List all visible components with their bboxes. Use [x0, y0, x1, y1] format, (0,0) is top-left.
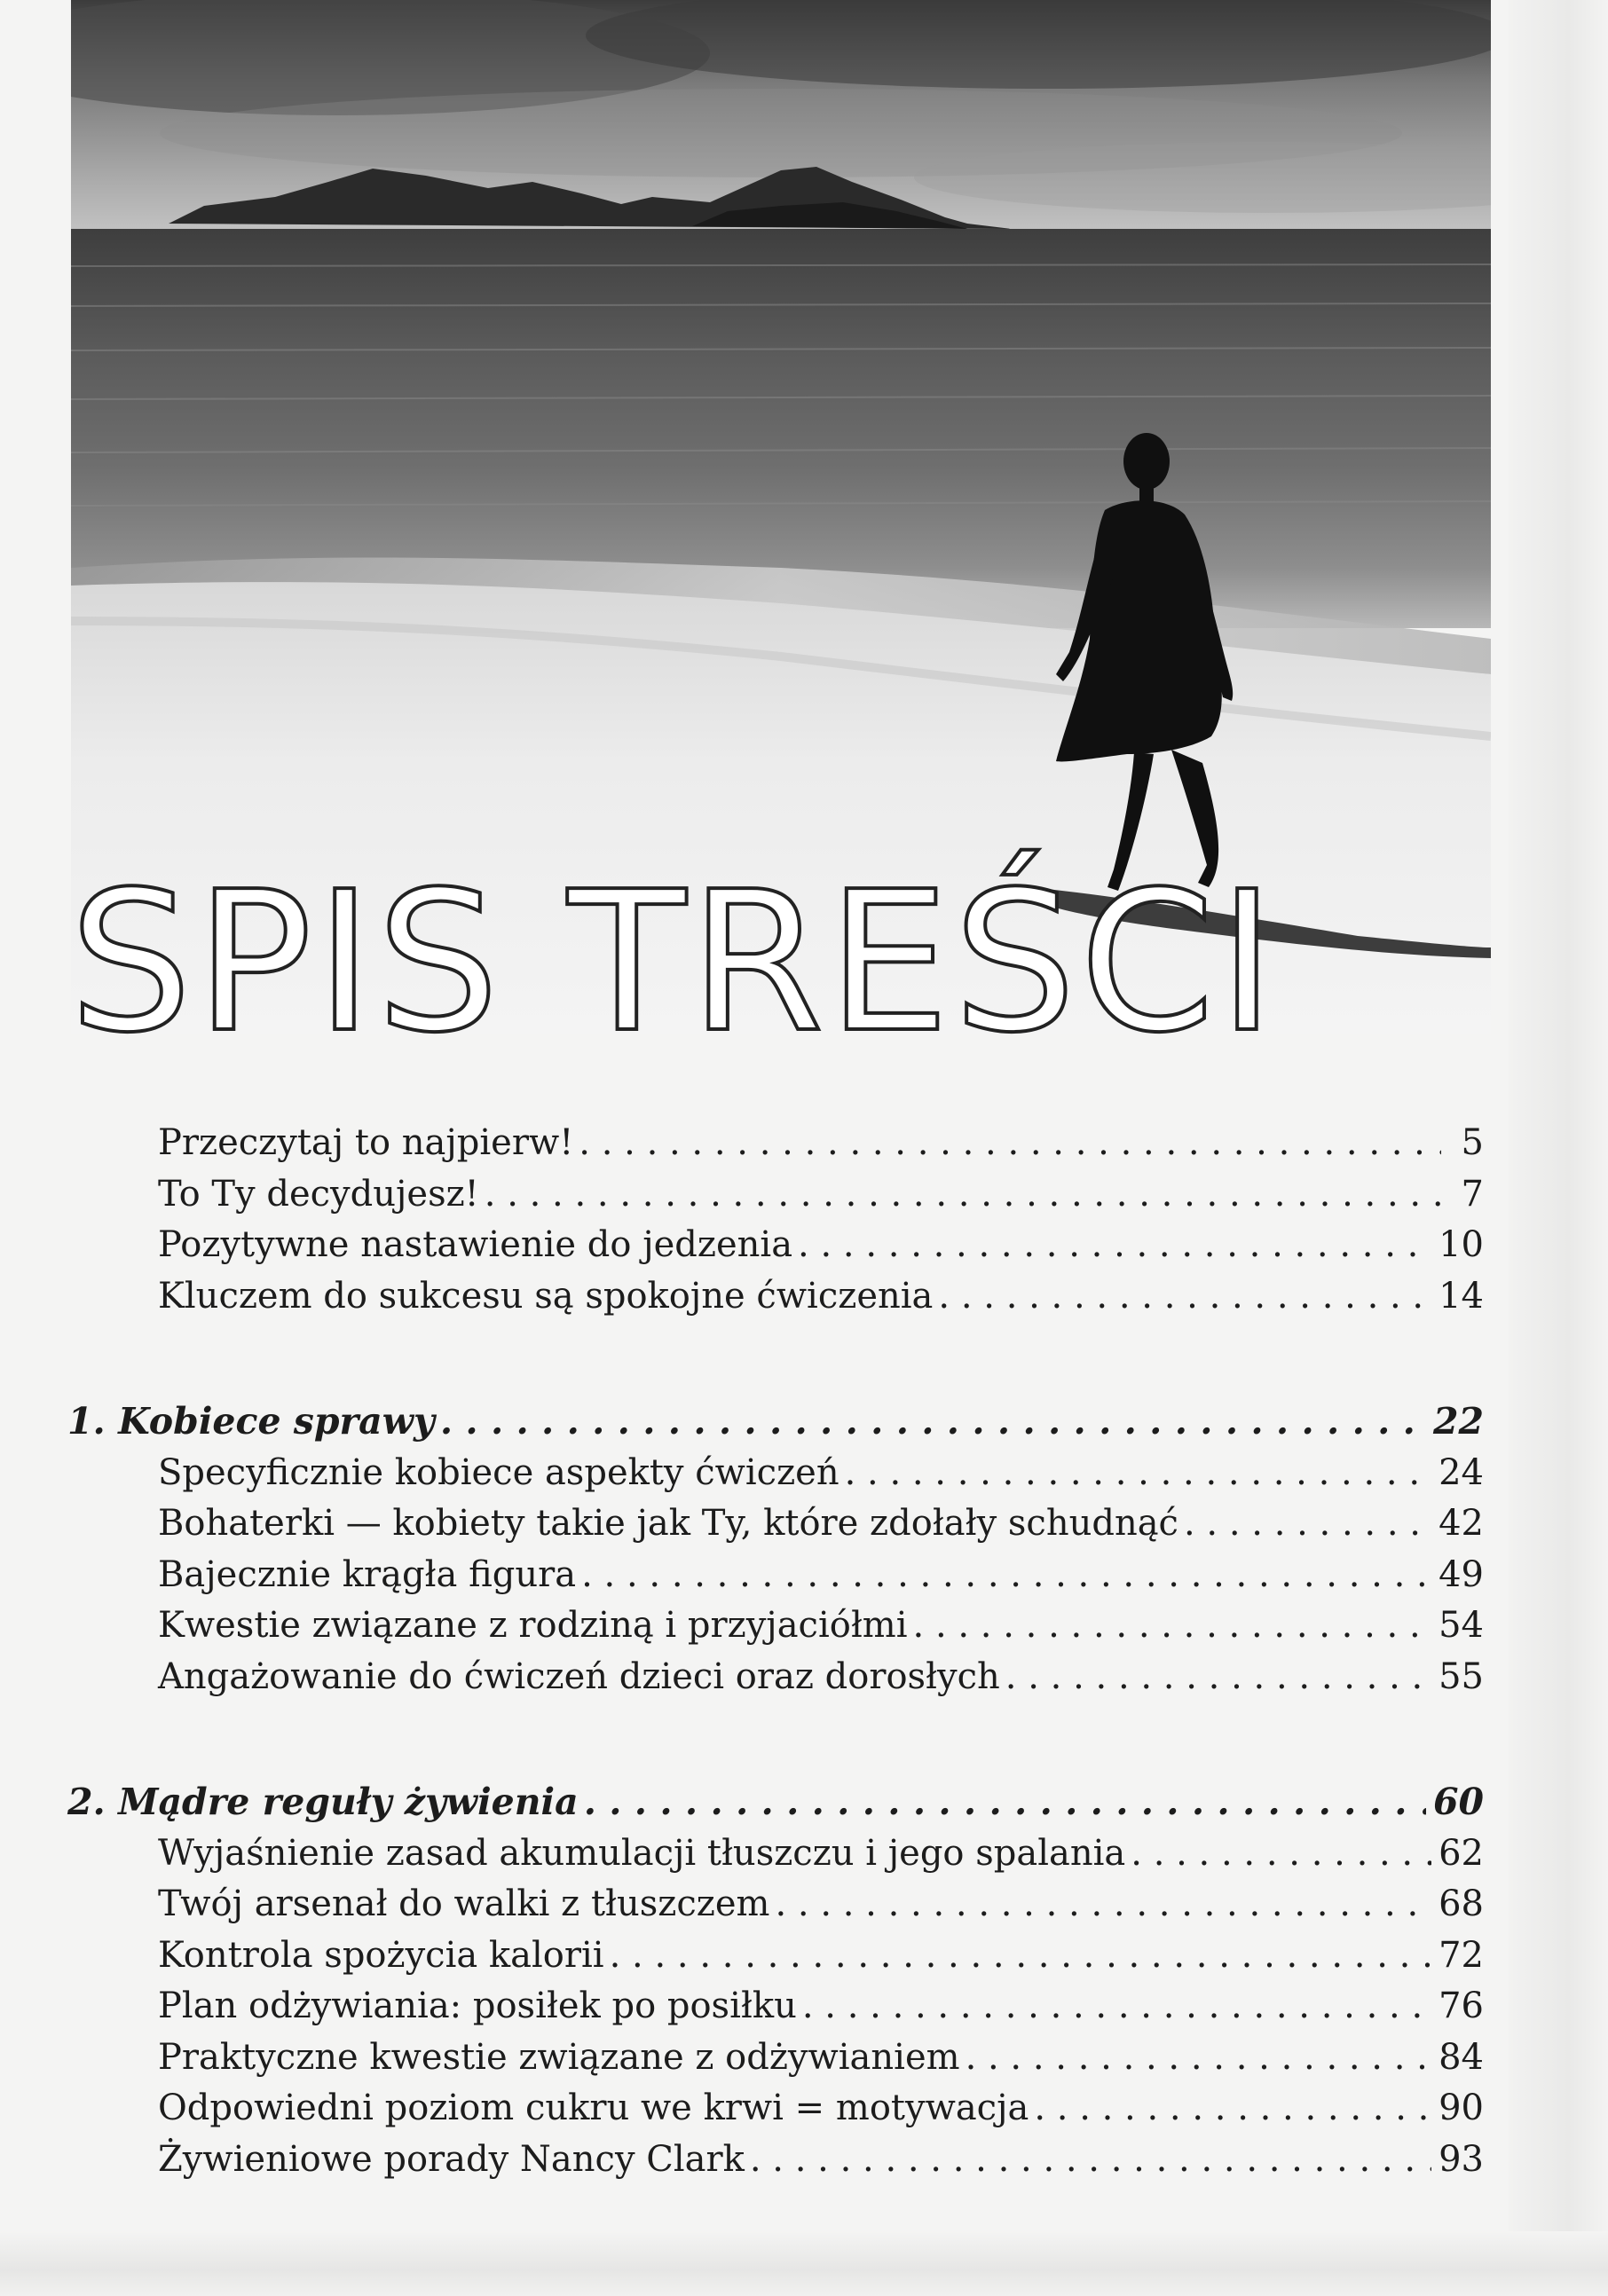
toc-title: Wyjaśnienie zasad akumulacji tłuszczu i jego spalania	[158, 1832, 1126, 1874]
toc-leader-dots	[584, 1777, 1426, 1828]
page-bottom-shadow	[0, 2231, 1608, 2296]
toc-page-number: 60	[1432, 1781, 1484, 1823]
toc-page-number: 84	[1439, 2036, 1484, 2078]
toc-title: Przeczytaj to najpierw!	[158, 1122, 574, 1163]
toc-page-number: 24	[1439, 1451, 1484, 1493]
toc-leader-dots	[440, 1396, 1426, 1447]
toc-title: Twój arsenał do walki z tłuszczem	[158, 1883, 770, 1924]
toc-title: Odpowiedni poziom cukru we krwi = motywacja	[158, 2088, 1029, 2128]
toc-leader-dots	[913, 1600, 1432, 1651]
toc-leader-dots	[1131, 1828, 1431, 1879]
toc-entry	[0, 1169, 1484, 1220]
toc-title: To Ty decydujesz!	[158, 1173, 479, 1215]
toc-entry	[0, 2033, 1484, 2083]
toc-leader-dots	[775, 1879, 1431, 1930]
toc-page-number: 55	[1439, 1655, 1484, 1697]
toc-page-number: 76	[1439, 1985, 1484, 2026]
page-margin	[1509, 0, 1608, 2296]
toc-title: Praktyczne kwestie związane z odżywianiem	[158, 2036, 960, 2078]
toc-entry	[0, 1550, 1484, 1600]
toc-entry	[0, 1498, 1484, 1549]
toc-title: Plan odżywiania: posiłek po posiłku	[158, 1985, 797, 2026]
toc-leader-dots	[750, 2135, 1431, 2185]
toc-entry	[0, 1930, 1484, 1981]
toc-title: Bohaterki — kobiety takie jak Ty, które zdołały schudnąć	[158, 1503, 1178, 1544]
toc-page-number: 5	[1461, 1122, 1484, 1163]
toc-entry	[0, 1118, 1484, 1168]
toc-page-number: 22	[1432, 1400, 1484, 1443]
toc-leader-dots	[579, 1118, 1441, 1168]
toc-page-number: 72	[1439, 1934, 1484, 1976]
toc-leader-dots	[938, 1271, 1431, 1322]
toc-title: Pozytywne nastawienie do jedzenia	[158, 1224, 793, 1265]
toc-leader-dots	[845, 1448, 1432, 1498]
toc-entry	[0, 1271, 1484, 1322]
toc-leader-dots	[1005, 1652, 1431, 1702]
toc-title: Angażowanie do ćwiczeń dzieci oraz dorosłych	[158, 1655, 1000, 1697]
toc-entry	[0, 2083, 1484, 2134]
toc-entry	[0, 1981, 1484, 2032]
toc-leader-dots	[966, 2033, 1432, 2083]
toc-title: Żywieniowe porady Nancy Clark	[158, 2138, 745, 2180]
toc-entry	[0, 1600, 1484, 1651]
toc-entry	[0, 1828, 1484, 1879]
toc-leader-dots	[610, 1930, 1431, 1981]
toc-title: Kluczem do sukcesu są spokojne ćwiczenia	[158, 1275, 934, 1317]
toc-entry	[0, 1879, 1484, 1930]
toc-chapter	[0, 1777, 1484, 1828]
toc-entry	[0, 1448, 1484, 1498]
toc-title: 1. Kobiece sprawy	[67, 1400, 435, 1443]
toc-title: Specyficznie kobiece aspekty ćwiczeń	[158, 1451, 839, 1493]
toc-page-number: 49	[1439, 1553, 1484, 1595]
toc-title: Kontrola spożycia kalorii	[158, 1934, 604, 1976]
toc-title: Kwestie związane z rodziną i przyjaciółmi	[158, 1605, 908, 1646]
toc-leader-dots	[485, 1169, 1441, 1220]
toc-page-number: 14	[1439, 1275, 1484, 1317]
page-title-text: SPIS TREŚCI	[69, 851, 1280, 1075]
toc-page-number: 7	[1461, 1173, 1484, 1215]
toc-title: Bajecznie krągła figura	[158, 1553, 577, 1595]
toc-entry	[0, 2135, 1484, 2185]
toc-chapter	[0, 1396, 1484, 1447]
page-title	[69, 851, 1280, 1075]
toc-entry	[0, 1652, 1484, 1702]
toc-leader-dots	[802, 1981, 1431, 2032]
toc-leader-dots	[798, 1220, 1431, 1270]
toc-page-number: 42	[1439, 1503, 1484, 1544]
toc-page-number: 90	[1439, 2088, 1484, 2128]
toc-page-number: 62	[1439, 1832, 1484, 1874]
toc-title: 2. Mądre reguły żywienia	[67, 1781, 579, 1823]
toc-entry	[0, 1220, 1484, 1270]
toc-page-number: 10	[1439, 1224, 1484, 1265]
toc-leader-dots	[581, 1550, 1431, 1600]
toc-page-number: 54	[1439, 1605, 1484, 1646]
toc-page-number: 93	[1439, 2138, 1484, 2180]
toc-page-number: 68	[1439, 1883, 1484, 1924]
toc-leader-dots	[1034, 2083, 1431, 2134]
toc-leader-dots	[1184, 1498, 1431, 1549]
